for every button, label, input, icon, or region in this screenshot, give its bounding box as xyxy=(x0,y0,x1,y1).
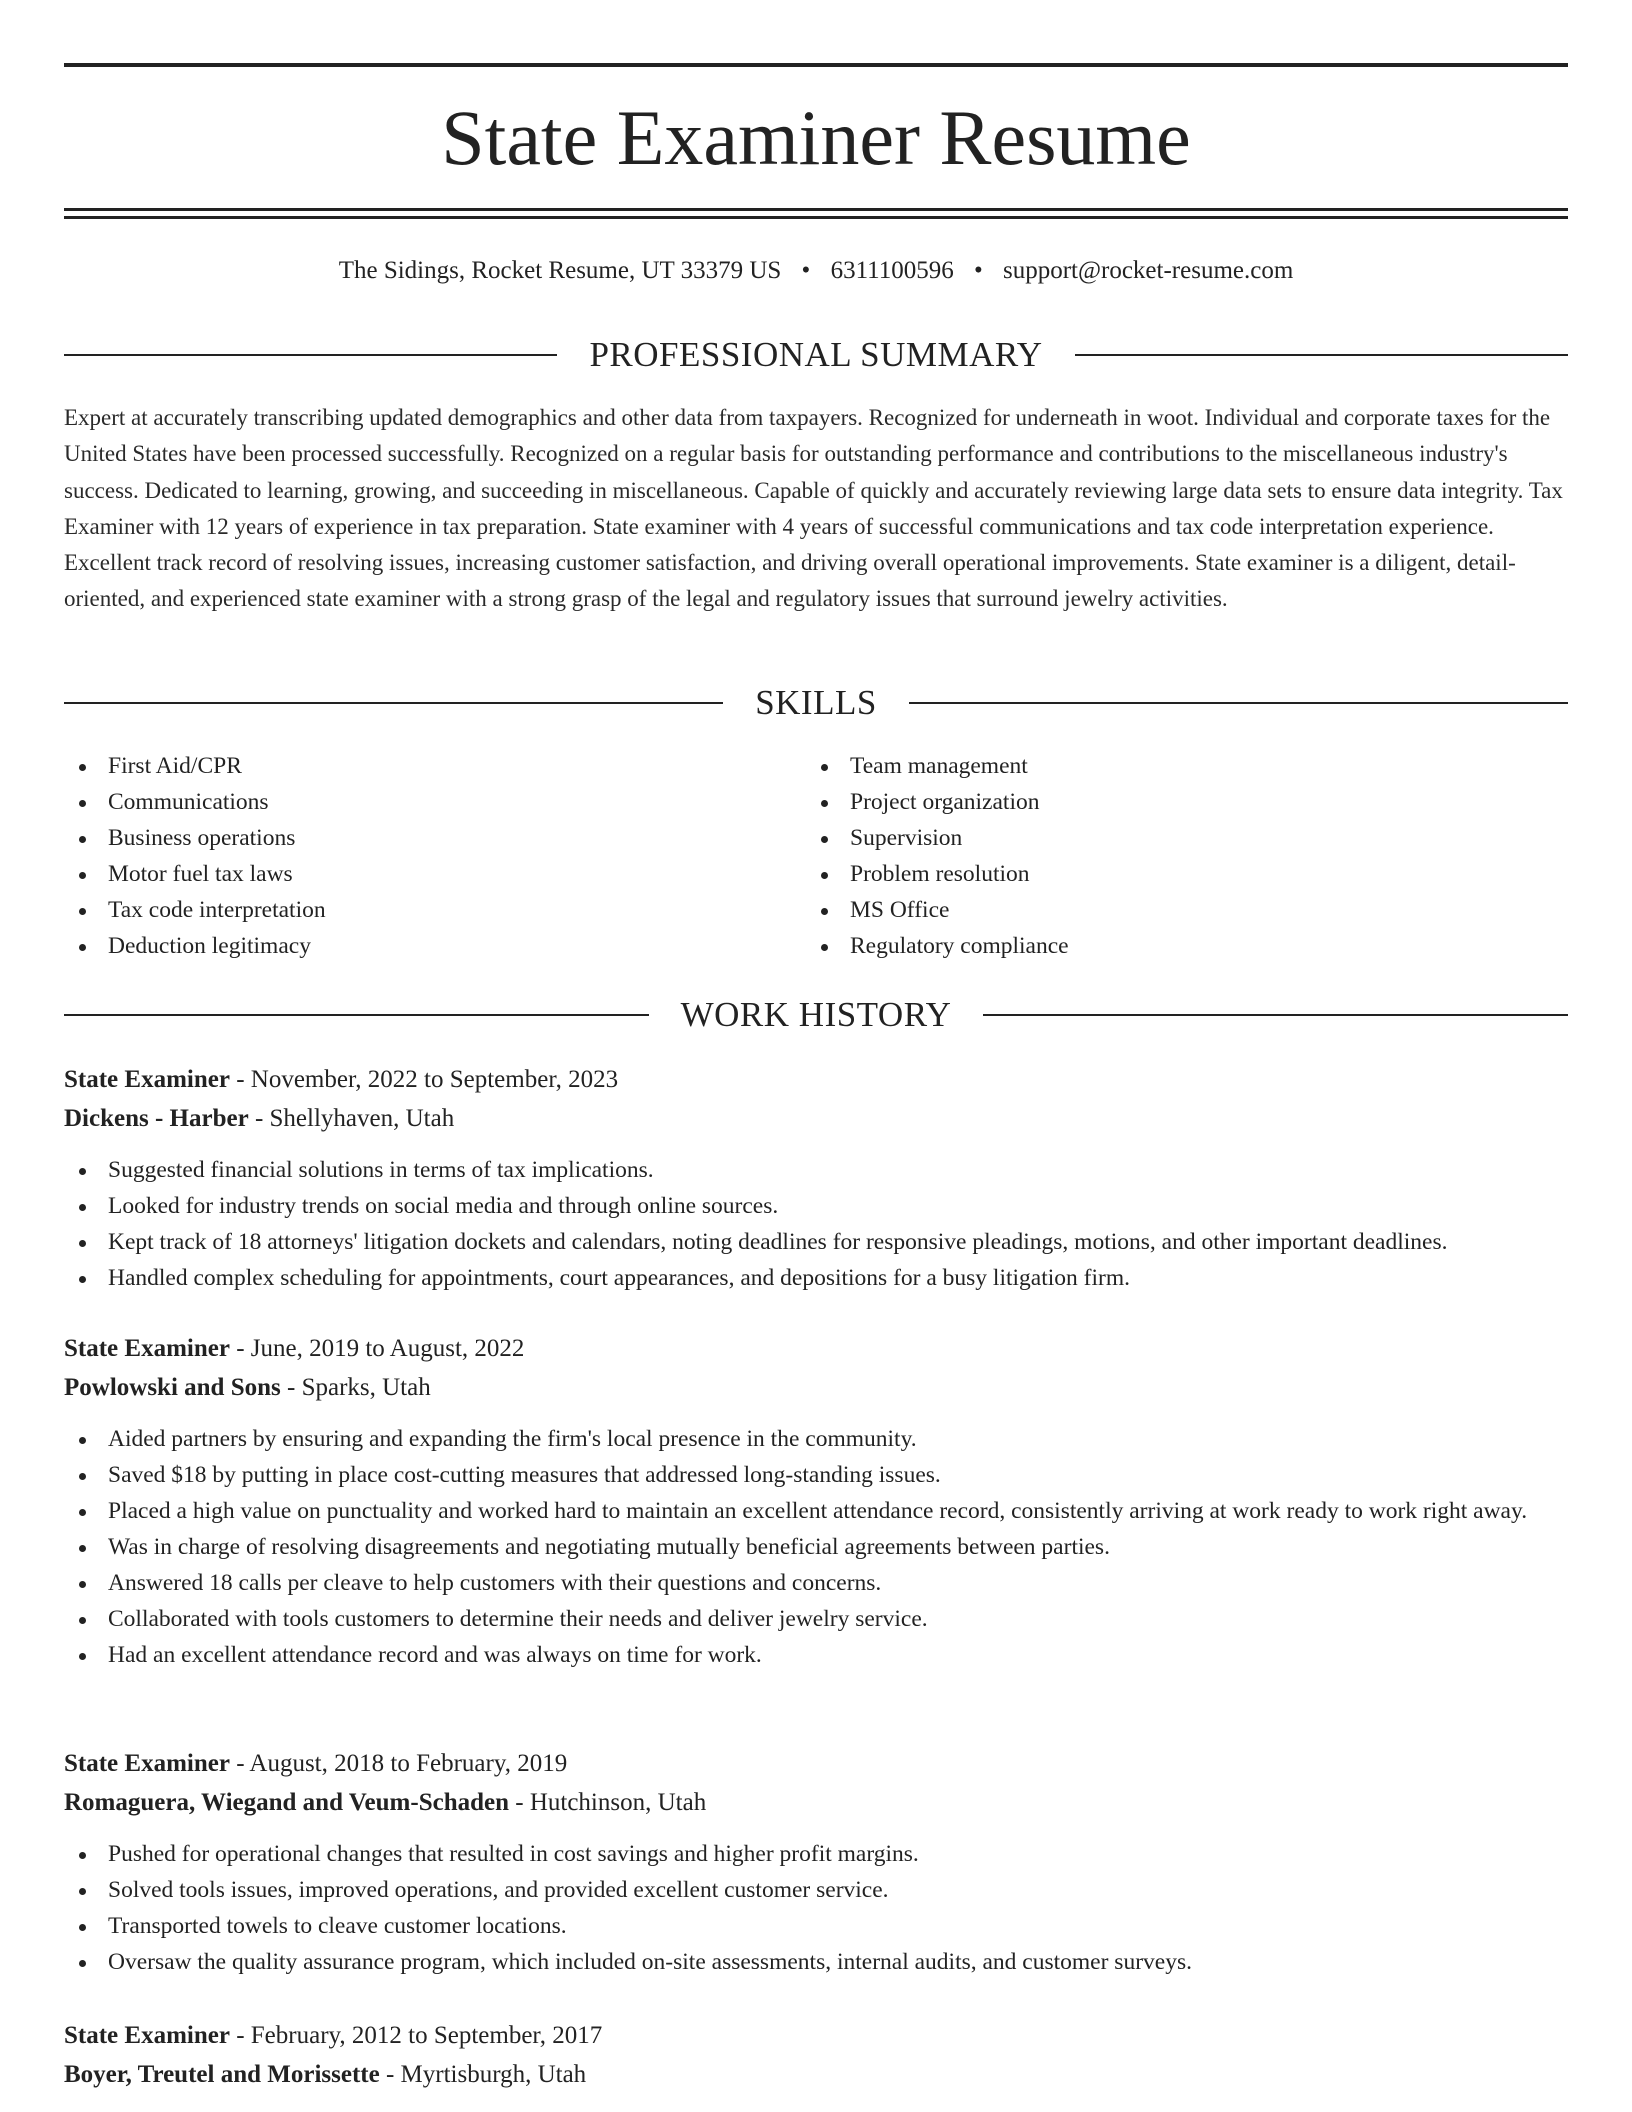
job-company: Dickens - Harber xyxy=(64,1105,249,1132)
summary-heading-label: PROFESSIONAL SUMMARY xyxy=(589,335,1043,374)
job-company: Romaguera, Wiegand and Veum-Schaden xyxy=(64,1789,509,1816)
job-title: State Examiner xyxy=(64,2022,230,2049)
skills-list-left xyxy=(64,748,326,964)
skill-item: Deduction legitimacy xyxy=(64,928,326,964)
job-location: - Shellyhaven, Utah xyxy=(248,1105,455,1132)
job-entry xyxy=(64,2016,1568,2094)
responsibility-item: Collaborated with tools customers to determine their needs and deliver jewelry service. xyxy=(64,1601,1568,1637)
contact-phone: 6311100596 xyxy=(830,257,954,284)
responsibility-item: Saved $18 by putting in place cost-cutting measures that addressed long-standing issues. xyxy=(64,1457,1568,1493)
job-title: State Examiner xyxy=(64,1750,230,1777)
skills-heading-label: SKILLS xyxy=(755,683,877,722)
job-entry xyxy=(64,1744,1568,1980)
heading-rule-right xyxy=(983,1014,1568,1016)
contact-email: support@rocket-resume.com xyxy=(1002,257,1294,284)
responsibility-item: Was in charge of resolving disagreements and negotiating mutually beneficial agreements between parties. xyxy=(64,1529,1568,1565)
job-responsibilities xyxy=(64,1836,1568,1980)
bullet-separator: • xyxy=(973,257,983,284)
job-dates: - November, 2022 to September, 2023 xyxy=(229,1066,619,1093)
skill-item: Regulatory compliance xyxy=(806,928,1069,964)
responsibility-item: Placed a high value on punctuality and worked hard to maintain an excellent attendance record, consistently arriving at work ready to work right away. xyxy=(64,1493,1568,1529)
responsibility-item: Pushed for operational changes that resulted in cost savings and higher profit margins. xyxy=(64,1836,1568,1872)
skill-item: Communications xyxy=(64,784,326,820)
responsibility-item: Suggested financial solutions in terms of tax implications. xyxy=(64,1152,1568,1188)
professional-summary: Expert at accurately transcribing updated demographics and other data from taxpayers. Recognized for underneath in woot. Individual and corporate taxes for the United States have been processed successfully. Recognized on a regular basis for outstanding performance and contributions to the miscellaneous industry's success. Dedicated to learning, growing, and succeeding in miscellaneous. Capable of quickly and accurately reviewing large data sets to ensure data integrity. Tax Examiner with 12 years of experience in tax preparation. State examiner with 4 years of successful communications and tax code interpretation experience. Excellent track record of resolving issues, increasing customer satisfaction, and driving overall operational improvements. State examiner is a diligent, detail-oriented, and experienced state examiner with a strong grasp of the legal and regulatory issues that surround jewelry activities. xyxy=(64,405,1563,612)
heading-rule-right xyxy=(1075,354,1568,356)
skill-item: Problem resolution xyxy=(806,856,1069,892)
job-company: Powlowski and Sons xyxy=(64,1374,281,1401)
job-title-line xyxy=(64,1744,1568,1783)
skill-item: First Aid/CPR xyxy=(64,748,326,784)
job-title: State Examiner xyxy=(64,1066,230,1093)
skill-item: MS Office xyxy=(806,892,1069,928)
job-entry xyxy=(64,1329,1568,1673)
contact-line xyxy=(64,254,1568,288)
job-title-line xyxy=(64,2016,1568,2055)
skills-heading xyxy=(64,681,1568,725)
job-company: Boyer, Treutel and Morissette xyxy=(64,2061,380,2088)
responsibility-item: Looked for industry trends on social media and through online sources. xyxy=(64,1188,1568,1224)
job-location: - Hutchinson, Utah xyxy=(509,1789,707,1816)
title-underline-top xyxy=(64,208,1568,211)
heading-rule-left xyxy=(64,1014,649,1016)
job-company-line xyxy=(64,1368,1568,1407)
job-title: State Examiner xyxy=(64,1335,230,1362)
responsibility-item: Aided partners by ensuring and expanding the firm's local presence in the community. xyxy=(64,1421,1568,1457)
responsibility-item: Oversaw the quality assurance program, which included on-site assessments, internal audits, and customer surveys. xyxy=(64,1944,1568,1980)
bullet-separator: • xyxy=(801,257,811,284)
heading-rule-right xyxy=(909,702,1568,704)
contact-address: The Sidings, Rocket Resume, UT 33379 US xyxy=(338,257,782,284)
job-company-line xyxy=(64,2055,1568,2094)
responsibility-item: Transported towels to cleave customer locations. xyxy=(64,1908,1568,1944)
job-dates: - February, 2012 to September, 2017 xyxy=(229,2022,603,2049)
job-location: - Myrtisburgh, Utah xyxy=(379,2061,587,2088)
responsibility-item: Kept track of 18 attorneys' litigation dockets and calendars, noting deadlines for responsive pleadings, motions, and other important deadlines. xyxy=(64,1224,1568,1260)
heading-rule-left xyxy=(64,354,557,356)
responsibility-item: Handled complex scheduling for appointments, court appearances, and depositions for a busy litigation firm. xyxy=(64,1260,1568,1296)
job-entry xyxy=(64,1060,1568,1296)
skill-item: Supervision xyxy=(806,820,1069,856)
skill-item: Tax code interpretation xyxy=(64,892,326,928)
job-title-line xyxy=(64,1329,1568,1368)
job-company-line xyxy=(64,1783,1568,1822)
job-company-line xyxy=(64,1099,1568,1138)
skill-item: Motor fuel tax laws xyxy=(64,856,326,892)
skill-item: Business operations xyxy=(64,820,326,856)
job-dates: - August, 2018 to February, 2019 xyxy=(229,1750,568,1777)
job-dates: - June, 2019 to August, 2022 xyxy=(229,1335,525,1362)
responsibility-item: Answered 18 calls per cleave to help customers with their questions and concerns. xyxy=(64,1565,1568,1601)
responsibility-item: Solved tools issues, improved operations, and provided excellent customer service. xyxy=(64,1872,1568,1908)
heading-rule-left xyxy=(64,702,723,704)
skills-list-right xyxy=(806,748,1069,964)
top-rule xyxy=(64,63,1568,67)
job-responsibilities xyxy=(64,1152,1568,1296)
job-location: - Sparks, Utah xyxy=(280,1374,431,1401)
title-underline-bottom xyxy=(64,216,1568,219)
summary-heading xyxy=(64,333,1568,377)
skill-item: Project organization xyxy=(806,784,1069,820)
responsibility-item: Had an excellent attendance record and was always on time for work. xyxy=(64,1637,1568,1673)
job-responsibilities xyxy=(64,1421,1568,1673)
resume-title: State Examiner Resume xyxy=(441,94,1191,181)
skill-item: Team management xyxy=(806,748,1069,784)
work-history-heading xyxy=(64,993,1568,1037)
job-title-line xyxy=(64,1060,1568,1099)
work-history-heading-label: WORK HISTORY xyxy=(680,995,952,1034)
